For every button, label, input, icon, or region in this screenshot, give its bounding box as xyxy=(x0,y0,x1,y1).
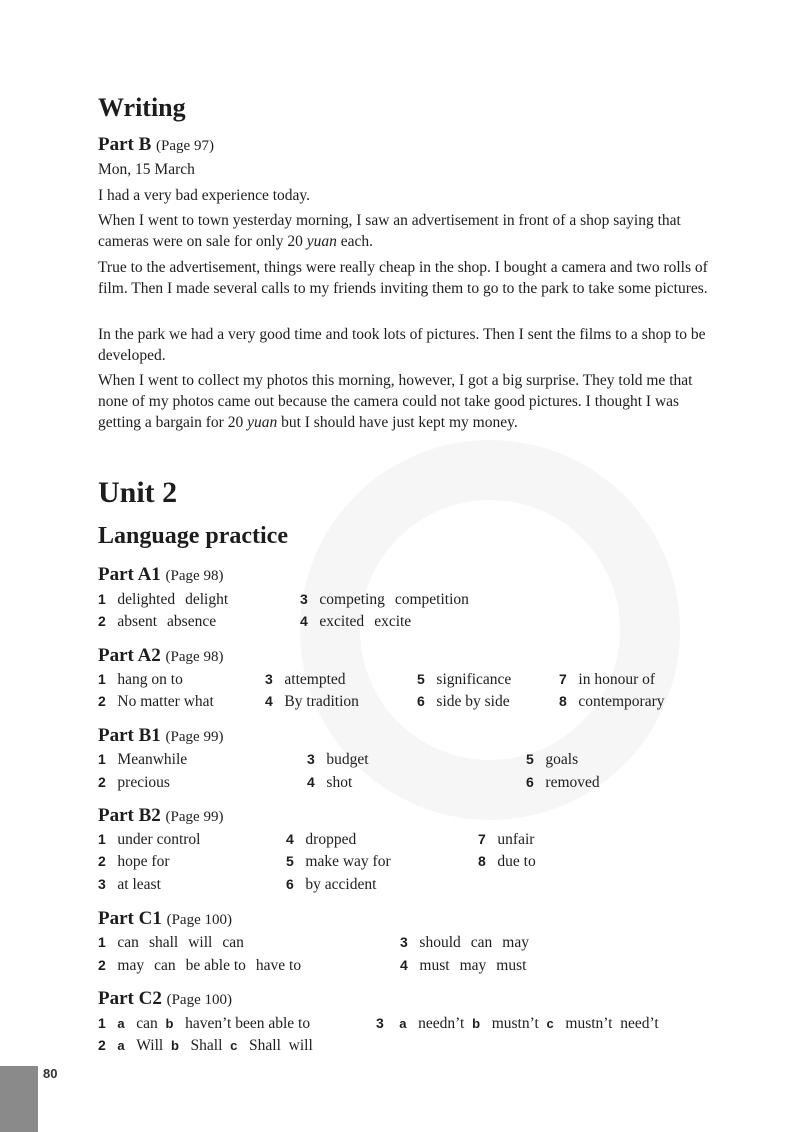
paragraph-5: When I went to collect my photos this morning, however, I got a big surprise. They told me that none of my photos came out because the camera could not take good pictures. I thought I was getting a bargain for 20 yuan but I should have just kept my money. xyxy=(98,372,693,431)
part-b1-title: Part B1 (Page 99) xyxy=(98,725,224,746)
answer-item: 2 precious xyxy=(98,774,170,791)
answer-item: 2 No matter what xyxy=(98,693,214,710)
answer-item: 5 significance xyxy=(417,671,512,688)
answer-item: 1 under control xyxy=(98,831,201,848)
answer-item: 6 side by side xyxy=(417,693,510,710)
part-a2-title: Part A2 (Page 98) xyxy=(98,645,224,666)
answer-item: 5 make way for xyxy=(286,853,391,870)
paragraph-2: When I went to town yesterday morning, I saw an advertisement in front of a shop saying that cameras were on sale for only 20 yuan each. xyxy=(98,212,681,250)
part-b2-title: Part B2 (Page 99) xyxy=(98,805,224,826)
answer-item: 4 shot xyxy=(307,774,353,791)
answer-item: 1 can shall will can xyxy=(98,934,244,951)
part-a1-title: Part A1 (Page 98) xyxy=(98,564,224,585)
answer-item: 4 must may must xyxy=(400,957,527,974)
part-page-ref: (Page 97) xyxy=(156,138,214,154)
unit-title: Unit 2 xyxy=(98,476,178,509)
part-c1-title: Part C1 (Page 100) xyxy=(98,908,232,929)
answer-item: 3 competing competition xyxy=(300,591,469,608)
answer-item: 2 absent absence xyxy=(98,613,217,630)
paragraph-3: True to the advertisement, things were really cheap in the shop. I bought a camera and two rolls of film. Then I made several calls to my friends inviting them to go to the park to take some pictures. xyxy=(98,259,708,297)
answer-item: 8 contemporary xyxy=(559,693,665,710)
answer-item: 1 a can b haven’t been able to xyxy=(98,1015,311,1032)
answer-item: 3 at least xyxy=(98,876,161,893)
page-edge-tab xyxy=(0,1066,38,1132)
answer-item: 2 hope for xyxy=(98,853,170,870)
answer-item: 1 hang on to xyxy=(98,671,183,688)
section-subtitle: Language practice xyxy=(98,523,288,549)
letter-date: Mon, 15 March xyxy=(98,161,195,178)
writing-part-b-title xyxy=(98,134,214,156)
part-label: Part B xyxy=(98,134,152,155)
answer-item: 4 dropped xyxy=(286,831,357,848)
answer-item: 2 may can be able to have to xyxy=(98,957,302,974)
answer-item: 6 by accident xyxy=(286,876,377,893)
answer-item: 3 budget xyxy=(307,751,369,768)
answer-item: 3 attempted xyxy=(265,671,346,688)
answer-item: 3 should can may xyxy=(400,934,529,951)
paragraph-1: I had a very bad experience today. xyxy=(98,187,311,204)
answer-item: 4 By tradition xyxy=(265,693,359,710)
page-number: 80 xyxy=(43,1066,58,1081)
answer-item: 6 removed xyxy=(526,774,600,791)
answer-item: 1 delighted delight xyxy=(98,591,229,608)
answer-item: 5 goals xyxy=(526,751,579,768)
answer-item: 8 due to xyxy=(478,853,536,870)
answer-item: 1 Meanwhile xyxy=(98,751,188,768)
paragraph-4: In the park we had a very good time and took lots of pictures. Then I sent the films to a shop to be developed. xyxy=(98,326,706,364)
answer-item: 7 unfair xyxy=(478,831,535,848)
writing-heading: Writing xyxy=(98,93,186,122)
answer-item: 4 excited excite xyxy=(300,613,412,630)
answer-item: 7 in honour of xyxy=(559,671,656,688)
answer-item: 3 a needn’t b mustn’t c mustn’t need’t xyxy=(376,1015,659,1032)
part-c2-title: Part C2 (Page 100) xyxy=(98,988,232,1009)
answer-item: 2 a Will b Shall c Shall will xyxy=(98,1037,313,1054)
